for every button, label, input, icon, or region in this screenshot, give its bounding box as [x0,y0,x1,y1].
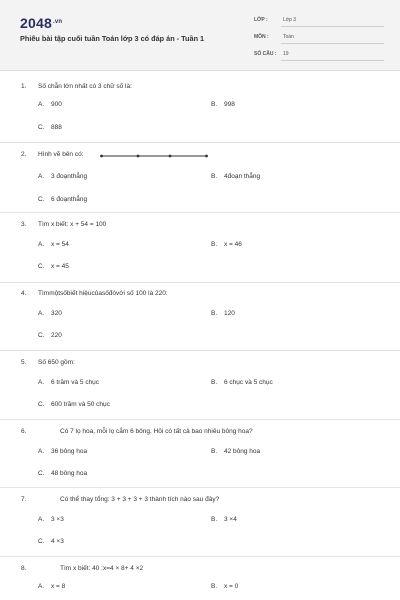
option-letter: A. [38,516,45,523]
option-a[interactable] [38,583,65,590]
question-divider [0,282,400,283]
option-b[interactable] [211,101,235,108]
question-number: 6. [21,428,27,435]
question-divider [0,142,400,143]
option-b[interactable] [211,516,237,523]
option-text: 6 đoạnthẳng [51,196,88,203]
meta-subject-label: MÔN : [254,34,269,40]
option-letter: B. [211,448,218,455]
logo-text: 2048 [20,15,52,31]
option-letter: C. [38,401,45,408]
option-letter: B. [211,310,218,317]
option-letter: B. [211,241,218,248]
option-c[interactable] [38,538,64,545]
option-letter: C. [38,332,45,339]
meta-class-row [254,17,384,34]
option-text: x = 8 [51,583,66,590]
option-letter: C. [38,538,45,545]
option-text: x = 0 [224,583,239,590]
option-b[interactable] [211,379,273,386]
meta-class-value: Lớp 3 [283,17,297,23]
option-b[interactable] [211,241,242,248]
option-text: 120 [224,310,235,317]
option-letter: A. [38,448,45,455]
option-letter: B. [211,583,218,590]
option-letter: B. [211,379,218,386]
option-text: x = 54 [51,241,69,248]
option-text: 36 bông hoa [51,448,88,455]
meta-subject-row [254,34,384,51]
option-a[interactable] [38,379,99,386]
option-text: 4 ×3 [51,538,64,545]
option-c[interactable] [38,263,69,270]
option-c[interactable] [38,196,87,203]
meta-count-label: SỐ CÂU : [254,51,277,57]
option-b[interactable] [211,448,260,455]
option-letter: A. [38,101,45,108]
option-letter: C. [38,470,45,477]
option-b[interactable] [211,173,260,180]
option-text: 3 ×4 [224,516,237,523]
option-b[interactable] [211,583,238,590]
meta-class-label: LỚP : [254,17,268,23]
option-text: 6 trăm và 5 chục [51,379,100,386]
question-number: 4. [21,290,27,297]
option-text: 4đoạn thẳng [224,173,261,180]
option-text: 888 [51,124,62,131]
option-text: 3 ×3 [51,516,64,523]
option-text: 3 đoạnthẳng [51,173,88,180]
option-text: 220 [51,332,62,339]
option-letter: A. [38,379,45,386]
meta-underline [281,26,384,27]
question-text: Hình vẽ bên có: [38,151,84,158]
question-text: Tìm x biết: 40 :x=4 × 8+ 4 ×2 [60,565,144,572]
question-number: 1. [21,83,27,90]
option-a[interactable] [38,310,62,317]
question-text: Số chẵn lớn nhất có 3 chữ số là: [38,83,132,90]
option-a[interactable] [38,516,64,523]
option-letter: B. [211,101,218,108]
worksheet-header [0,0,400,71]
option-letter: A. [38,310,45,317]
question-number: 8. [21,565,27,572]
option-letter: A. [38,173,45,180]
question-text: Tìm x biết: x + 54 = 100 [38,221,107,228]
question-divider [0,350,400,351]
option-text: 998 [224,101,235,108]
meta-count-row [254,51,384,68]
option-letter: B. [211,173,218,180]
meta-count-value: 19 [283,51,289,57]
question-number: 3. [21,221,27,228]
line-segment-figure [100,153,208,159]
option-c[interactable] [38,401,110,408]
question-divider [0,212,400,213]
question-divider [0,556,400,557]
question-text: Số 650 gồm: [38,359,75,366]
option-letter: C. [38,263,45,270]
option-text: 42 bông hoa [224,448,261,455]
option-text: 48 bông hoa [51,470,88,477]
question-divider [0,487,400,488]
question-text: Có 7 lọ hoa, mỗi lọ cắm 6 bông. Hỏi có tất cả bao nhiêu bông hoa? [60,428,253,435]
option-letter: A. [38,583,45,590]
question-number: 2. [21,151,27,158]
option-c[interactable] [38,124,62,131]
worksheet-meta [254,17,384,68]
option-text: 600 trăm và 50 chục [51,401,110,408]
option-a[interactable] [38,101,62,108]
option-a[interactable] [38,241,69,248]
option-a[interactable] [38,173,87,180]
option-text: x = 45 [51,263,69,270]
option-c[interactable] [38,470,87,477]
meta-underline [281,43,384,44]
option-letter: C. [38,124,45,131]
option-text: 900 [51,101,62,108]
option-a[interactable] [38,448,87,455]
option-letter: B. [211,516,218,523]
option-text: x = 46 [224,241,242,248]
option-text: 320 [51,310,62,317]
question-number: 7. [21,496,27,503]
option-letter: C. [38,196,45,203]
meta-subject-value: Toán [283,34,294,40]
option-b[interactable] [211,310,235,317]
worksheet-title: Phiếu bài tập cuối tuần Toán lớp 3 có đáp án - Tuần 1 [20,34,205,43]
question-number: 5. [21,359,27,366]
question-text: Tìmmộtsốbiết hiệucủasốđóvới số 100 là 220: [38,290,168,297]
logo-suffix: .vn [52,19,63,25]
option-text: 6 chục và 5 chục [224,379,273,386]
question-text: Có thể thay tổng: 3 + 3 + 3 + 3 thành tích nào sau đây? [60,496,220,503]
meta-underline [281,60,384,61]
site-logo[interactable] [20,15,62,31]
option-c[interactable] [38,332,62,339]
question-divider [0,419,400,420]
option-letter: A. [38,241,45,248]
